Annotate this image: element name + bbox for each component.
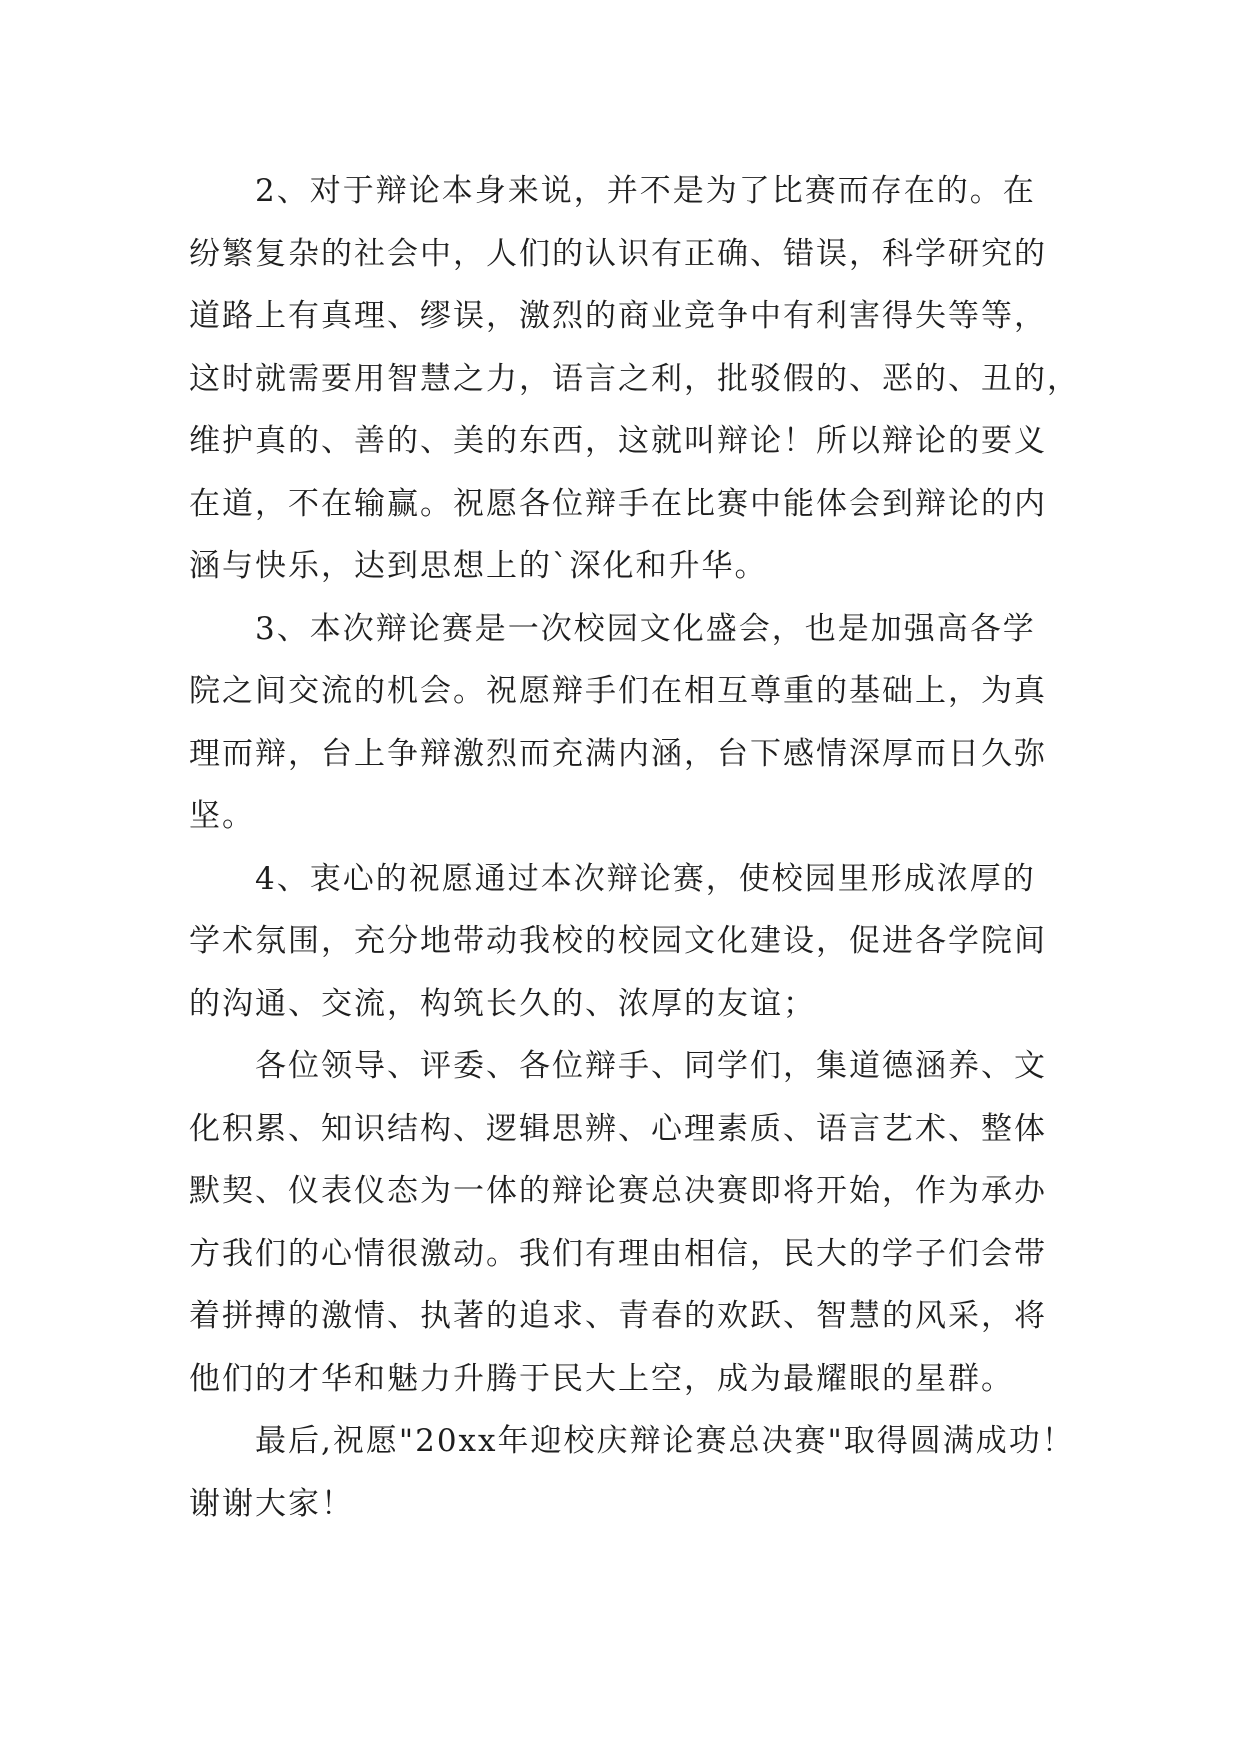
paragraph-2-line-7: 涵与快乐，达到思想上的`深化和升华。: [189, 548, 768, 584]
paragraph-2-line-1: 2、对于辩论本身来说，并不是为了比赛而存在的。在: [255, 173, 1036, 209]
paragraph-5-line-3: 默契、仪表仪态为一体的辩论赛总决赛即将开始，作为承办: [189, 1173, 1047, 1209]
paragraph-4-line-2: 学术氛围，充分地带动我校的校园文化建设，促进各学院间: [189, 923, 1047, 959]
paragraph-5-line-6: 他们的才华和魅力升腾于民大上空，成为最耀眼的星群。: [189, 1360, 1014, 1397]
paragraph-5-line-1: 各位领导、评委、各位辩手、同学们，集道德涵养、文: [255, 1048, 1047, 1084]
paragraph-5-line-4: 方我们的心情很激动。我们有理由相信，民大的学子们会带: [189, 1235, 1047, 1272]
paragraph-6-line-1: 最后,祝愿"20xx年迎校庆辩论赛总决赛"取得圆满成功！: [255, 1423, 1075, 1459]
paragraph-5-line-2: 化积累、知识结构、逻辑思辨、心理素质、语言艺术、整体: [189, 1110, 1047, 1147]
paragraph-3-line-1: 3、本次辩论赛是一次校园文化盛会，也是加强高各学: [255, 610, 1036, 647]
paragraph-2-line-2: 纷繁复杂的社会中，人们的认识有正确、错误，科学研究的: [189, 235, 1047, 272]
paragraph-4-line-1: 4、衷心的祝愿通过本次辩论赛，使校园里形成浓厚的: [255, 860, 1036, 897]
paragraph-2-line-5: 维护真的、善的、美的东西，这就叫辩论！所以辩论的要义: [189, 423, 1047, 459]
body-text: [189, 160, 1080, 1535]
paragraph-4-line-3: 的沟通、交流，构筑长久的、浓厚的友谊；: [189, 985, 816, 1022]
paragraph-2-line-3: 道路上有真理、缪误，激烈的商业竞争中有利害得失等等，: [189, 298, 1047, 334]
paragraph-3-line-3: 理而辩，台上争辩激烈而充满内涵，台下感情深厚而日久弥: [189, 735, 1047, 772]
paragraph-3-line-2: 院之间交流的机会。祝愿辩手们在相互尊重的基础上，为真: [189, 673, 1047, 709]
paragraph-2-line-6: 在道，不在输赢。祝愿各位辩手在比赛中能体会到辩论的内: [189, 485, 1047, 522]
paragraph-3-line-4: 坚。: [189, 798, 255, 834]
paragraph-6-line-2: 谢谢大家！: [189, 1485, 354, 1522]
paragraph-5-line-5: 着拼搏的激情、执著的追求、青春的欢跃、智慧的风采，将: [189, 1298, 1047, 1334]
paragraph-2-line-4: 这时就需要用智慧之力，语言之利，批驳假的、恶的、丑的，: [189, 360, 1080, 397]
